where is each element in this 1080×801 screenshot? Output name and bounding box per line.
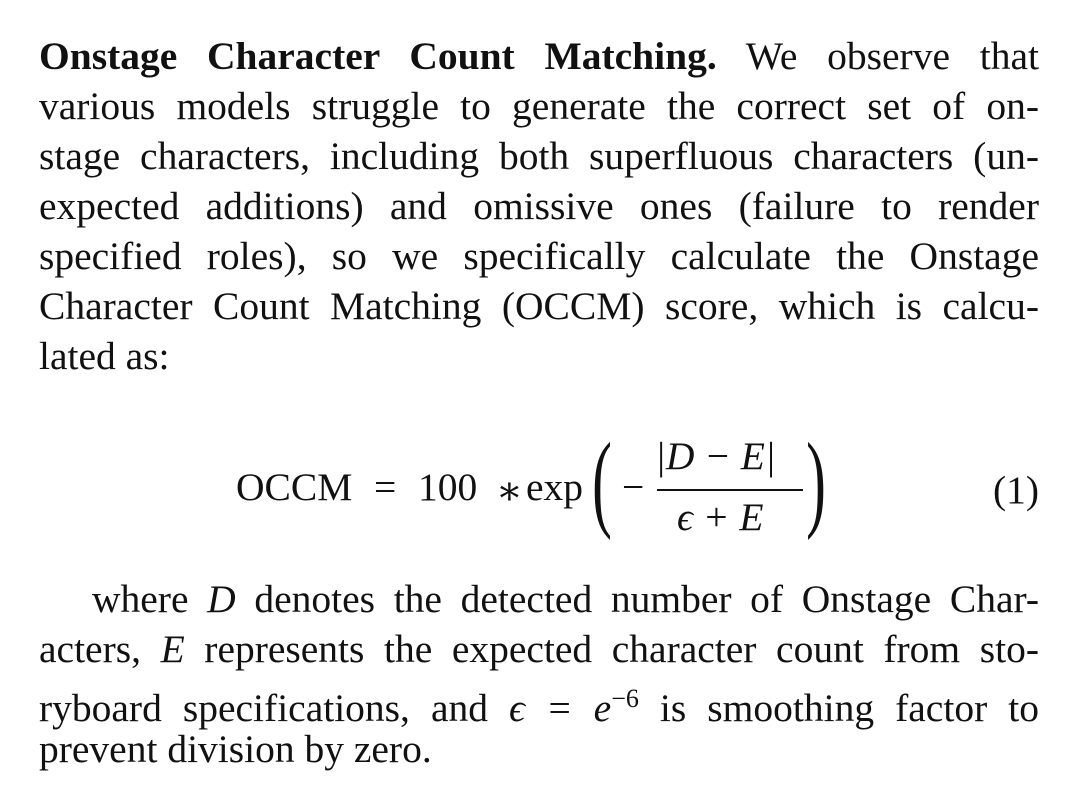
equation-number: (1) (992, 468, 1039, 512)
paragraph-1-line-7: lated as: (39, 334, 170, 378)
paragraph-1-line-1 (39, 31, 1039, 81)
text: where (92, 577, 208, 621)
exponent: −6 (611, 684, 639, 713)
paragraph-text: We observe that (745, 34, 1039, 78)
text: denotes the detected number of Onstage Char- (235, 577, 1040, 621)
equation-times: ∗ (496, 469, 523, 513)
paragraph-1-line-2: various models struggle to generate the correct set of on- (39, 84, 1039, 128)
paragraph-1-line-6: Character Count Matching (OCCM) score, which is calcu- (39, 284, 1039, 328)
section-title: Onstage Character Count Matching. (39, 34, 717, 78)
variable-d: D (207, 577, 236, 621)
right-paren: ) (806, 422, 826, 541)
left-paren: ( (592, 422, 612, 541)
equation-lhs: OCCM (236, 465, 353, 509)
paragraph-1-line-3: stage characters, including both superfluous characters (un- (39, 134, 1039, 178)
text: represents the expected character count from sto- (184, 627, 1039, 671)
text: ryboard specifications, and (39, 686, 510, 731)
paragraph-1-line-5: specified roles), so we specifically calculate the Onstage (39, 234, 1039, 278)
equation-function: exp (526, 465, 584, 509)
fraction-bar (657, 489, 803, 491)
equation-minus: − (622, 465, 645, 509)
equation-coefficient: 100 (418, 465, 478, 509)
paragraph-2-line-1 (92, 574, 1039, 624)
text: is smoothing factor to (638, 686, 1039, 731)
paragraph-1-line-4: expected additions) and omissive ones (failure to render (39, 184, 1039, 228)
epsilon-definition: ϵ = e (509, 686, 612, 731)
equation-numerator: |D − E| (655, 434, 776, 478)
equation-equals: = (374, 465, 397, 509)
equation-denominator: ϵ + E (677, 495, 764, 539)
variable-e: E (160, 627, 185, 671)
paragraph-2-line-4: prevent division by zero. (39, 727, 432, 771)
paragraph-2-line-2 (39, 624, 1039, 674)
text: acters, (39, 627, 161, 671)
